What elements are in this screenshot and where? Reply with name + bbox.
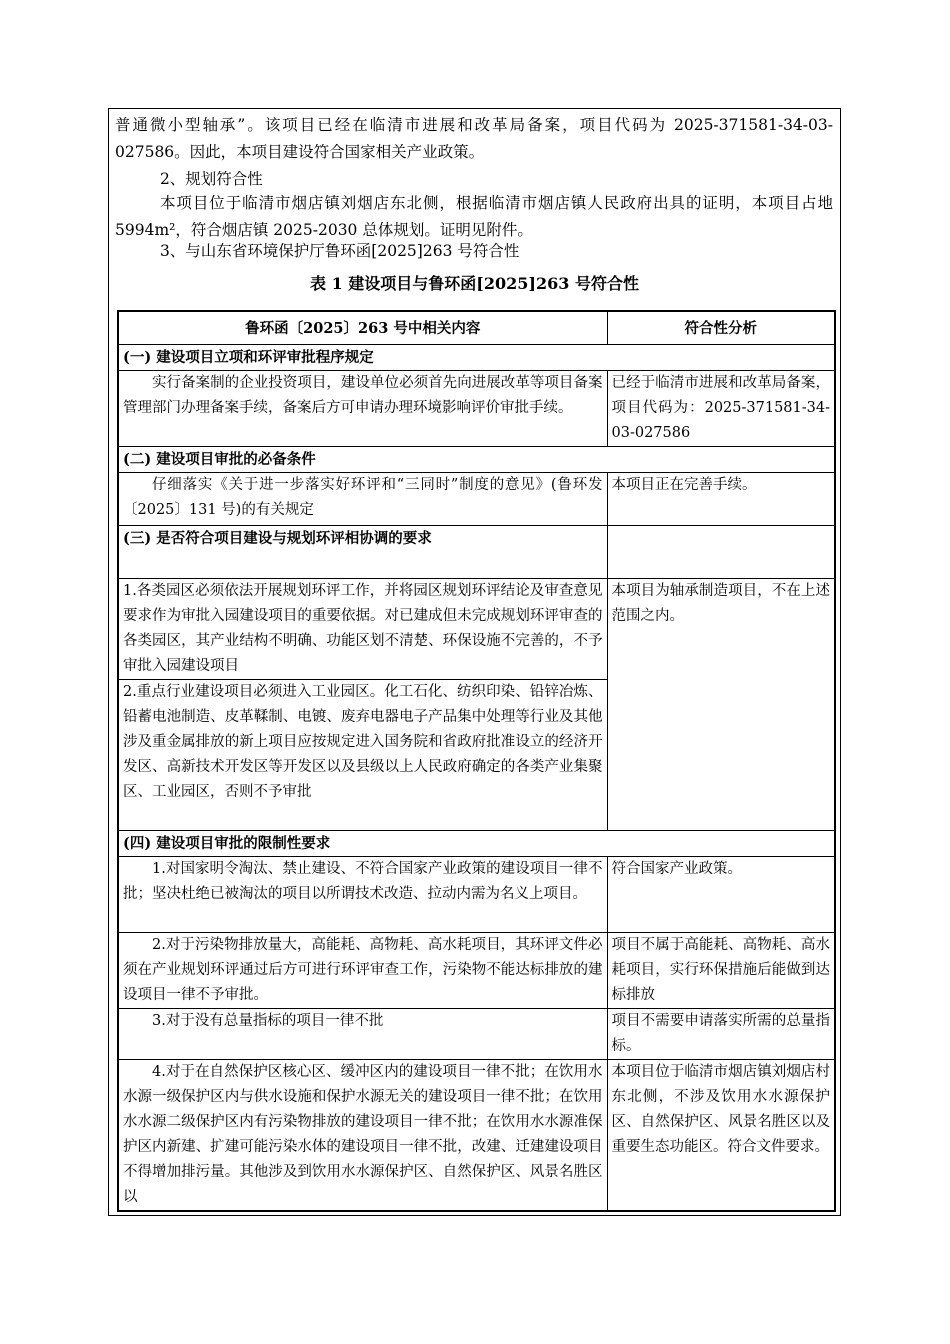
section-heading-planning: 2、规划符合性 <box>159 170 263 188</box>
conformity-table <box>117 310 836 1212</box>
table-row <box>118 933 835 1009</box>
table-row <box>118 1009 835 1060</box>
table-row <box>118 371 835 447</box>
section-2-title: (二) 建设项目审批的必备条件 <box>118 447 835 473</box>
row2-content: 仔细落实《关于进一步落实好环评和“三同时”制度的意见》(鲁环发〔2025〕131 号)的有关规定 <box>118 473 607 526</box>
intro-paragraph-2: 本项目位于临清市烟店镇刘烟店东北侧，根据临清市烟店镇人民政府出具的证明，本项目占地 5994m²，符合烟店镇 2025-2030 总体规划。证明见附件。 <box>115 194 833 239</box>
table-caption: 表 1 建设项目与鲁环函[2025]263 号符合性 <box>310 274 639 293</box>
row7-content: 4.对于在自然保护区核心区、缓冲区内的建设项目一律不批；在饮用水水源一级保护区内与供水设施和保护水源无关的建设项目一律不批；在饮用水水源二级保护区内有污染物排放的建设项目一律不批；在饮用水水源准保护区内新建、扩建可能污染水体的建设项目一律不批，改建、迁建建设项目不得增加排污量。其他涉及到饮用水水源保护区、自然保护区、风景名胜区以 <box>118 1060 607 1212</box>
row1-content: 实行备案制的企业投资项目，建设单位必须首先向进展改革等项目备案管理部门办理备案手续，备案后方可申请办理环境影响评价审批手续。 <box>118 371 607 447</box>
row6-content: 3.对于没有总量指标的项目一律不批 <box>118 1009 607 1060</box>
section-row-1 <box>118 345 835 371</box>
section-row-4 <box>118 831 835 857</box>
row5-analysis: 项目不属于高能耗、高物耗、高水耗项目，实行环保措施后能做到达标排放 <box>607 933 835 1009</box>
table-header-row <box>118 311 835 345</box>
table-row <box>118 473 835 526</box>
table-row <box>118 857 835 933</box>
section-1-title: (一) 建设项目立项和环评审批程序规定 <box>118 345 835 371</box>
row4-content: 1.对国家明令淘汰、禁止建设、不符合国家产业政策的建设项目一律不批；坚决杜绝已被淘汰的项目以所谓技术改造、拉动内需为名义上项目。 <box>118 857 607 933</box>
section-heading-conformity: 3、与山东省环境保护厅鲁环函[2025]263 号符合性 <box>159 242 520 260</box>
section-3-empty <box>607 526 835 579</box>
section-row-3 <box>118 526 835 579</box>
row1-analysis: 已经于临清市进展和改革局备案，项目代码为：2025-371581-34-03-027586 <box>607 371 835 447</box>
row4-analysis: 符合国家产业政策。 <box>607 857 835 933</box>
table-row <box>118 1060 835 1212</box>
section-row-2 <box>118 447 835 473</box>
row7-analysis: 本项目位于临清市烟店镇刘烟店村东北侧，不涉及饮用水水源保护区、自然保护区、风景名胜区以及重要生态功能区。符合文件要求。 <box>607 1060 835 1212</box>
intro-paragraph-1: 普通微小型轴承”。该项目已经在临清市进展和改革局备案，项目代码为 2025-371581-34-03-027586。因此，本项目建设符合国家相关产业政策。 <box>115 116 833 161</box>
header-content: 鲁环函〔2025〕263 号中相关内容 <box>118 311 607 345</box>
section-4-title: (四) 建设项目审批的限制性要求 <box>118 831 835 857</box>
section-3-title: (三) 是否符合项目建设与规划环评相协调的要求 <box>118 526 607 579</box>
row3b-content: 2.重点行业建设项目必须进入工业园区。化工石化、纺织印染、铅锌冶炼、铅蓄电池制造、皮革鞣制、电镀、废弃电器电子产品集中处理等行业及其他涉及重金属排放的新上项目应按规定进入国务院和省政府批准设立的经济开发区、高新技术开发区等开发区以及县级以上人民政府确定的各类产业集聚区、工业园区，否则不予审批 <box>118 680 607 831</box>
row3-analysis: 本项目为轴承制造项目，不在上述范围之内。 <box>607 579 835 831</box>
row2-analysis: 本项目正在完善手续。 <box>607 473 835 526</box>
row6-analysis: 项目不需要申请落实所需的总量指标。 <box>607 1009 835 1060</box>
header-analysis: 符合性分析 <box>607 311 835 345</box>
row5-content: 2.对于污染物排放量大，高能耗、高物耗、高水耗项目，其环评文件必须在产业规划环评通过后方可进行环评审查工作，污染物不能达标排放的建设项目一律不予审批。 <box>118 933 607 1009</box>
table-row <box>118 579 835 680</box>
row3a-content: 1.各类园区必须依法开展规划环评工作，并将园区规划环评结论及审查意见要求作为审批入园建设项目的重要依据。对已建成但未完成规划环评审查的各类园区，其产业结构不明确、功能区划不清楚、环保设施不完善的，不予审批入园建设项目 <box>118 579 607 680</box>
